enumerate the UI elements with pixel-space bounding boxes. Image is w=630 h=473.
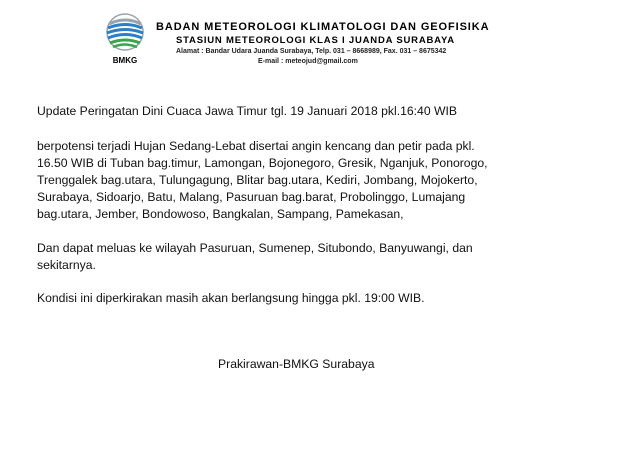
org-name: BADAN METEOROLOGI KLIMATOLOGI DAN GEOFISIKA xyxy=(156,21,490,33)
paragraph-duration: Kondisi ini diperkirakan masih akan berlangsung hingga pkl. 19:00 WIB. xyxy=(37,291,425,305)
document-title: Update Peringatan Dini Cuaca Jawa Timur tgl. 19 Januari 2018 pkl.16:40 WIB xyxy=(37,104,458,118)
paragraph-extension xyxy=(37,240,597,274)
paragraph-line: berpotensi terjadi Hujan Sedang-Lebat disertai angin kencang dan petir pada pkl. xyxy=(37,139,475,153)
paragraph-warning xyxy=(37,138,597,223)
logo-text: BMKG xyxy=(112,56,138,65)
email: E-mail : meteojud@gmail.com xyxy=(258,58,358,65)
address: Alamat : Bandar Udara Juanda Surabaya, Telp. 031 – 8668989, Fax. 031 – 8675342 xyxy=(176,48,447,55)
paragraph-line: Dan dapat meluas ke wilayah Pasuruan, Sumenep, Situbondo, Banyuwangi, dan xyxy=(37,241,473,255)
signature: Prakirawan-BMKG Surabaya xyxy=(218,357,375,371)
station-name: STASIUN METEOROLOGI KLAS I JUANDA SURABAYA xyxy=(176,35,455,46)
paragraph-line: sekitarnya. xyxy=(37,258,96,272)
letterhead xyxy=(104,12,524,72)
paragraph-line: Surabaya, Sidoarjo, Batu, Malang, Pasuruan bag.barat, Probolinggo, Lumajang xyxy=(37,190,466,204)
paragraph-line: 16.50 WIB di Tuban bag.timur, Lamongan, Bojonegoro, Gresik, Nganjuk, Ponorogo, xyxy=(37,156,488,170)
paragraph-line: Trenggalek bag.utara, Tulungagung, Blitar bag.utara, Kediri, Jombang, Mojokerto, xyxy=(37,173,478,187)
paragraph-line: bag.utara, Jember, Bondowoso, Bangkalan, Sampang, Pamekasan, xyxy=(37,207,404,221)
